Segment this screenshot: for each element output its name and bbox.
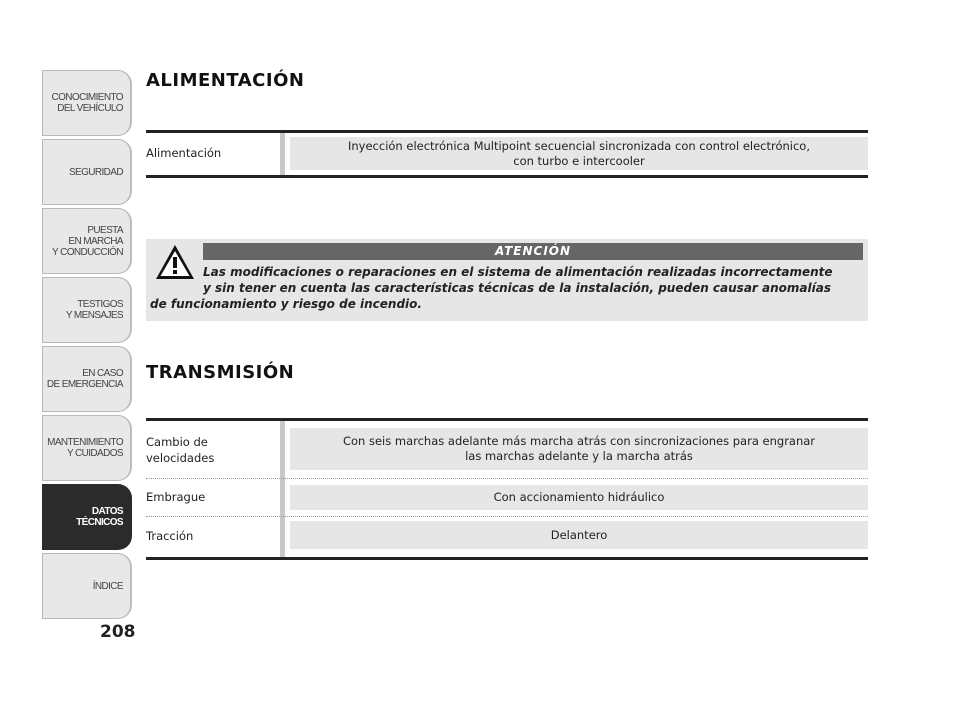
tab-datos-tecnicos[interactable]: DATOS TÉCNICOS	[42, 484, 132, 550]
row-label-alimentacion: Alimentación	[146, 146, 222, 160]
row-label-line: velocidades	[146, 451, 215, 465]
row-label-cambio-de-velocidades	[146, 434, 276, 466]
warning-box	[146, 239, 868, 321]
table-top-rule	[146, 130, 868, 133]
tab-puesta-en-marcha[interactable]: PUESTA EN MARCHA Y CONDUCCIÓN	[42, 208, 132, 274]
page-number: 208	[100, 622, 136, 642]
table-bottom-rule	[146, 175, 868, 178]
section-title-alimentacion: ALIMENTACIÓN	[146, 70, 305, 91]
row-value-alimentacion	[290, 137, 868, 170]
row-label-embrague: Embrague	[146, 490, 206, 504]
warning-line: Las modificaciones o reparaciones en el sistema de alimentación realizadas incorrectamente	[203, 265, 833, 279]
alimentacion-table	[146, 130, 868, 180]
table-bottom-rule	[146, 557, 868, 560]
row-value-traccion: Delantero	[290, 521, 868, 549]
row-value-cambio-de-velocidades	[290, 428, 868, 470]
row-label-traccion: Tracción	[146, 529, 194, 543]
transmision-table	[146, 418, 868, 563]
row-value-line: las marchas adelante y la marcha atrás	[465, 449, 693, 463]
row-value-line: Inyección electrónica Multipoint secuencial sincronizada con control electrónico,	[347, 138, 811, 153]
tab-indice[interactable]: ÍNDICE	[42, 553, 132, 619]
warning-message	[146, 264, 868, 312]
section-title-transmision: TRANSMISIÓN	[146, 362, 295, 383]
row-divider	[146, 516, 868, 517]
table-column-divider	[280, 421, 285, 557]
row-label-line: Cambio de	[146, 435, 208, 449]
tab-en-caso-de-emergencia[interactable]: EN CASO DE EMERGENCIA	[42, 346, 132, 412]
tab-conocimiento-del-vehiculo[interactable]: CONOCIMIENTO DEL VEHÍCULO	[42, 70, 132, 136]
row-value-line: Con seis marchas adelante más marcha atrás con sincronizaciones para engranar	[342, 434, 816, 448]
row-value-embrague: Con accionamiento hidráulico	[290, 485, 868, 510]
warning-line: y sin tener en cuenta las características técnicas de la instalación, pueden causar anomalías	[203, 281, 831, 295]
tab-mantenimiento-y-cuidados[interactable]: MANTENIMIENTO Y CUIDADOS	[42, 415, 132, 481]
warning-header: ATENCIÓN	[203, 243, 863, 260]
tab-testigos-y-mensajes[interactable]: TESTIGOS Y MENSAJES	[42, 277, 132, 343]
tab-seguridad[interactable]: SEGURIDAD	[42, 139, 132, 205]
table-top-rule	[146, 418, 868, 421]
row-divider	[146, 478, 868, 479]
warning-line: de funcionamiento y riesgo de incendio.	[150, 297, 422, 311]
table-column-divider	[280, 133, 285, 175]
row-value-line: con turbo e intercooler	[513, 153, 645, 168]
